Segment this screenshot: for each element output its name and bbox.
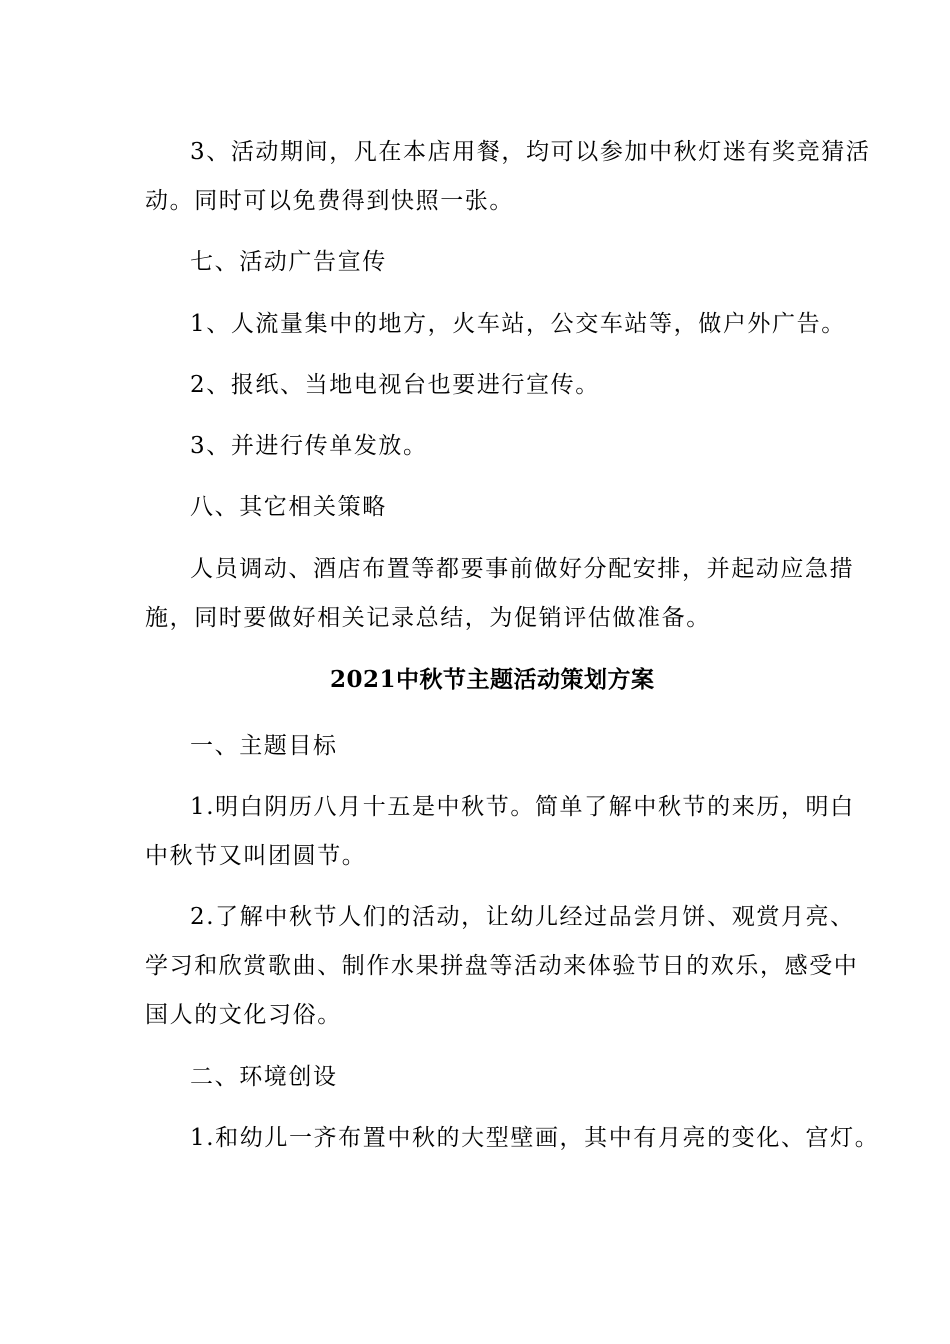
section-heading: 七、活动广告宣传 <box>190 249 387 275</box>
document-title: 2021中秋节主题活动策划方案 <box>330 666 655 693</box>
paragraph-line: 3、并进行传单发放。 <box>190 433 428 459</box>
paragraph-line: 国人的文化习俗。 <box>145 1002 342 1028</box>
paragraph-line: 3、活动期间，凡在本店用餐，均可以参加中秋灯迷有奖竞猜活 <box>190 139 871 165</box>
paragraph-line: 人员调动、酒店布置等都要事前做好分配安排，并起动应急措 <box>190 556 855 582</box>
paragraph-line: 施，同时要做好相关记录总结，为促销评估做准备。 <box>145 605 711 631</box>
paragraph-line: 1.和幼儿一齐布置中秋的大型壁画，其中有月亮的变化、宫灯。 <box>190 1125 880 1151</box>
section-heading: 二、环境创设 <box>190 1064 338 1090</box>
paragraph-line: 学习和欣赏歌曲、制作水果拼盘等活动来体验节日的欢乐，感受中 <box>145 953 859 979</box>
section-heading: 一、主题目标 <box>190 733 338 759</box>
paragraph-line: 1、人流量集中的地方，火车站，公交车站等，做户外广告。 <box>190 311 846 337</box>
paragraph-line: 动。同时可以免费得到快照一张。 <box>145 188 514 214</box>
paragraph-line: 2、报纸、当地电视台也要进行宣传。 <box>190 372 600 398</box>
section-heading: 八、其它相关策略 <box>190 494 387 520</box>
paragraph-line: 中秋节又叫团圆节。 <box>145 843 367 869</box>
paragraph-line: 1.明白阴历八月十五是中秋节。简单了解中秋节的来历，明白 <box>190 794 855 820</box>
paragraph-line: 2.了解中秋节人们的活动，让幼儿经过品尝月饼、观赏月亮、 <box>190 904 855 930</box>
